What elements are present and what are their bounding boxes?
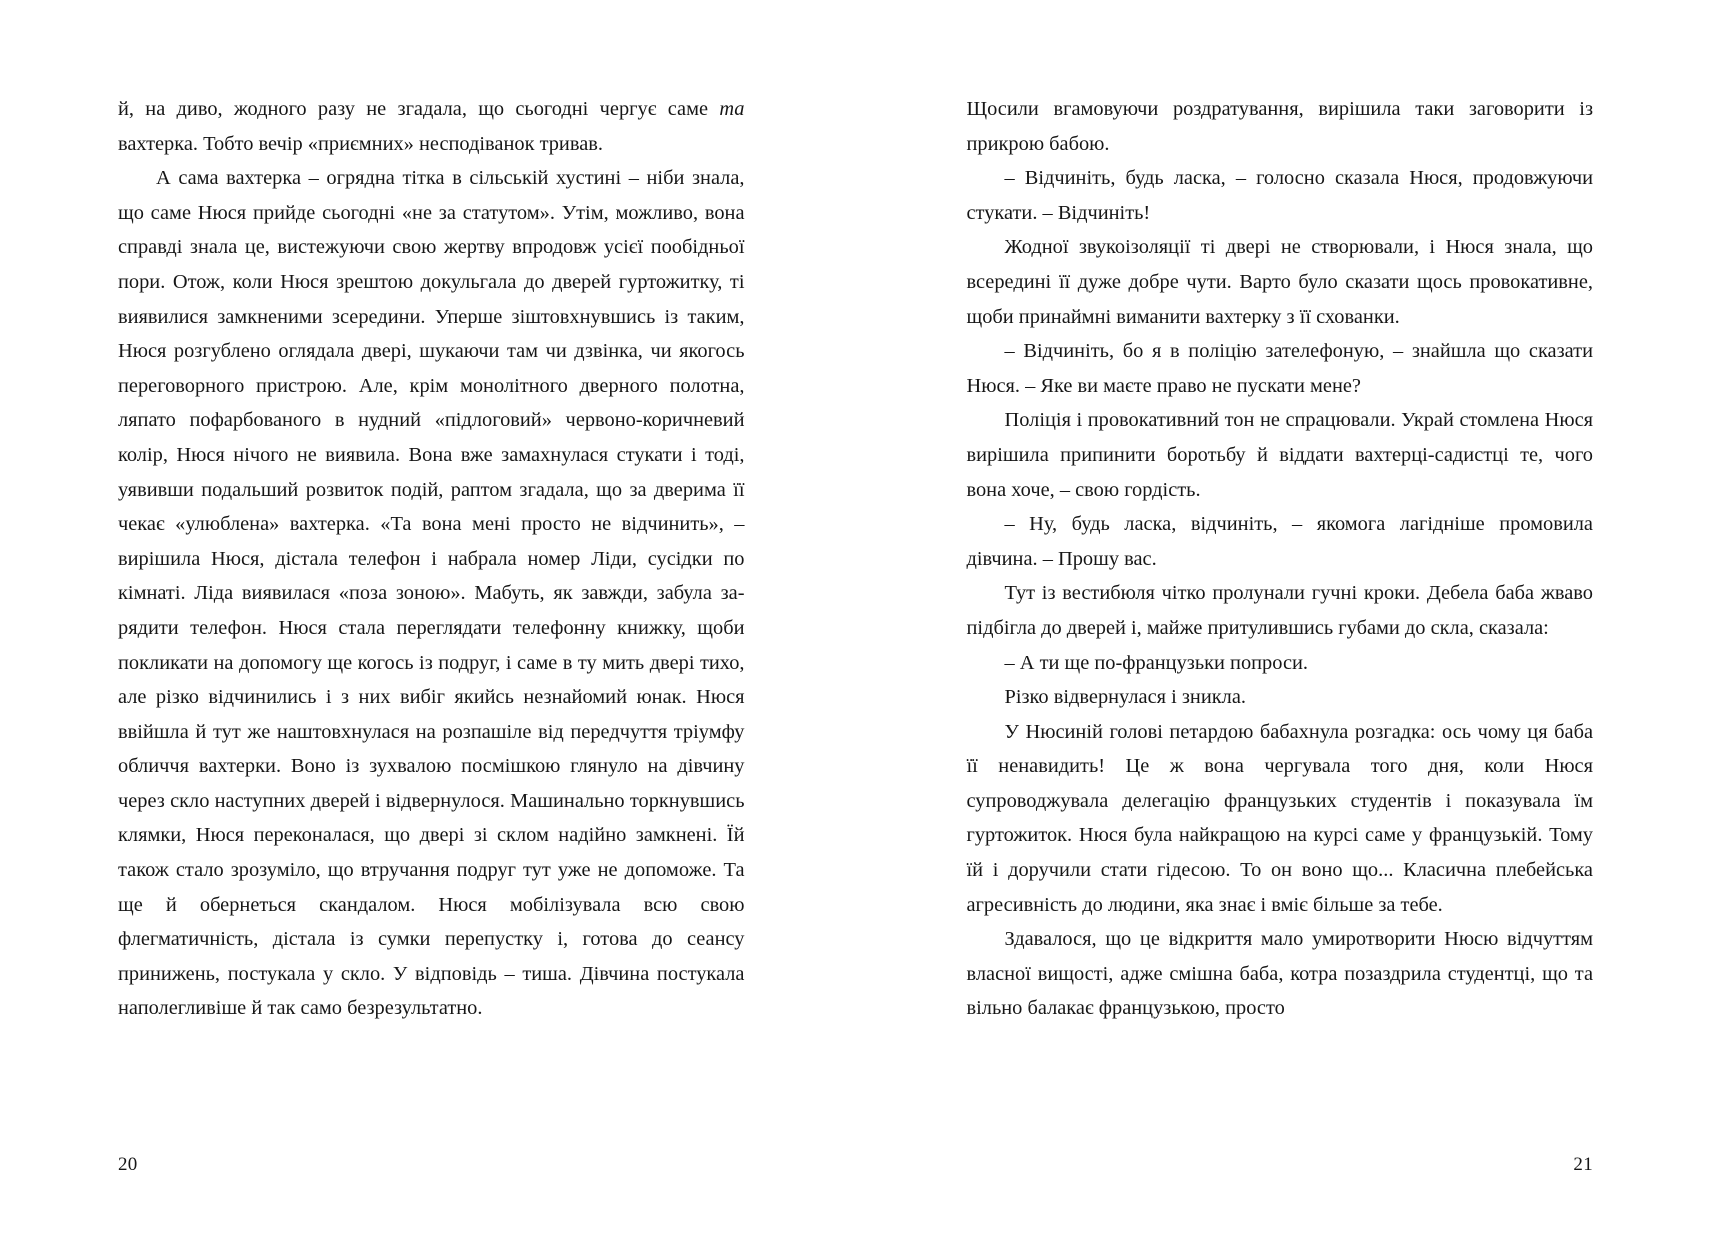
paragraph: Поліція і провокативний тон не спрацювали. Украй стомлена Нюся вирішила припинити боротьбу й віддати вахтерці-садистці те, чого вона хоче, – свою гордість. <box>966 409 1593 501</box>
body-text-left <box>118 92 745 1026</box>
paragraph: Щосили вгамовуючи роздратування, вирішила таки заговорити із прикрою бабою. <box>966 98 1593 155</box>
body-text-right <box>967 92 1594 1026</box>
paragraph: Здавалося, що це відкриття мало умиротворити Нюсю відчуттям власної вищості, адже смішна баба, котра позаздрила студентці, що та вільно балакає французькою, просто <box>966 928 1593 1020</box>
paragraph: Жодної звукоізоляції ті двері не створювали, і Нюся знала, що всередині її дуже добре чути. Варто було сказати щось провокативне, щоби принаймні виманити вахтерку з її схованки. <box>966 236 1593 328</box>
paragraph: – Відчиніть, бо я в поліцію зателефоную, – знайшла що сказати Нюся. – Яке ви маєте право не пускати мене? <box>966 340 1593 397</box>
page-number-right: 21 <box>1573 1154 1593 1175</box>
paragraph: – Ну, будь ласка, відчиніть, – якомога лагідніше промовила дівчина. – Прошу вас. <box>966 513 1593 570</box>
paragraph: – А ти ще по-французьки попроси. <box>1004 651 1309 674</box>
paragraph: – Відчиніть, будь ласка, – голосно сказала Нюся, продовжуючи стукати. – Відчиніть! <box>966 167 1593 224</box>
text-run: вахтерка. Тобто вечір «приємних» несподіванок тривав. <box>118 132 603 155</box>
text-run: й, на диво, жодного разу не згадала, що сьогодні чергує саме <box>118 98 720 120</box>
paragraph: А сама вахтерка – огрядна тітка в сільській хустині – ніби знала, що саме Нюся прийде сьогодні «не за статутом». Утім, можливо, вона справді знала це, вистежуючи свою жертву впродовж усієї пообідньої пори. Отож, коли Нюся зрештою докульгала до дверей гуртожитку, ті виявилися замкненими зсередини. Уперше зіштовхнувшись із таким, Нюся розгублено оглядала двері, шукаючи там чи дзвінка, чи якогось переговорного пристрою. Але, крім монолітного дверного полотна, ляпато пофарбованого в нудний «підлоговий» червоно-коричневий колір, Нюся нічого не виявила. Вона вже замахнулася стукати і тоді, уявивши подальший розвиток подій, раптом згадала, що за дверима її чекає «улюблена» вахтерка. «Та вона мені просто не відчинить», – вирішила Нюся, дістала телефон і набрала номер Ліди, сусідки по кімнаті. Ліда виявилася «поза зоною». Мабуть, як завжди, забула зарядити телефон. Нюся стала переглядати телефонну книжку, щоби покликати на допомогу ще когось із подруг, і саме в ту мить двері тихо, але різко відчинились і з них вибіг якийсь незнайомий юнак. Нюся ввійшла й тут же наштовхнулася на розпашіле від передчуття тріумфу обличчя вахтерки. Воно із зухвалою посмішкою глянуло на дівчину через скло наступних дверей і відвернулося. Машинально торкнувшись клямки, Нюся переконалася, що двері зі склом надійно замкнені. Їй також стало зрозуміло, що втручання подруг тут уже не допоможе. Та ще й обернеться скандалом. Нюся мобілізувала всю свою флегматичність, дістала із сумки перепустку і, готова до сеансу принижень, постукала у скло. У відповідь – тиша. Дівчина постукала наполегливіше й так само безрезультатно. <box>118 167 745 1020</box>
paragraph <box>118 92 745 161</box>
paragraph: Різко відвернулася і зникла. <box>1004 686 1246 709</box>
paragraph: Тут із вестибюля чітко пролунали гучні кроки. Дебела баба жваво підбігла до дверей і, майже притулившись губами до скла, сказала: <box>966 582 1593 639</box>
page-right <box>857 92 1713 1258</box>
page-left <box>0 92 857 1258</box>
page-number-left: 20 <box>118 1154 138 1175</box>
text-run-italic: та <box>719 98 745 120</box>
paragraph: У Нюсиній голові петардою бабахнула розгадка: ось чому ця баба її ненавидить! Це ж вона чергувала того дня, коли Нюся супроводжувала делегацію французьких студентів і показувала їм гуртожиток. Нюся була найкращою на курсі саме у французькій. Тому їй і доручили стати гідесою. То он воно що... Класична плебейська агресивність до людини, яка знає і вміє більше за тебе. <box>966 720 1593 916</box>
